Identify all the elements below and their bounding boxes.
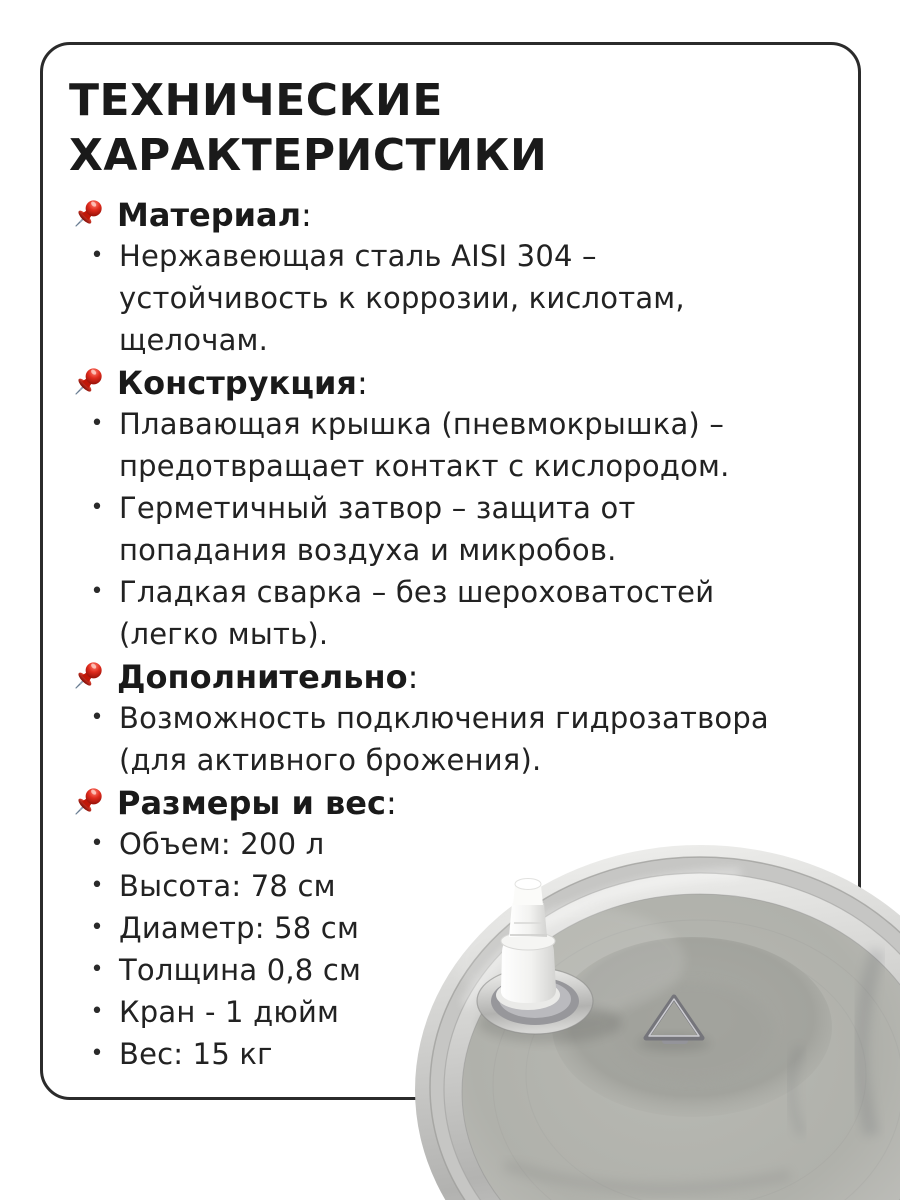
pushpin-icon: [69, 365, 105, 401]
bullet-icon: •: [90, 999, 104, 1024]
bullet-icon: •: [90, 705, 104, 730]
list-item: [69, 487, 840, 571]
section-heading: [69, 197, 840, 233]
section-heading-label: Дополнительно:: [117, 658, 419, 696]
list-item: [69, 571, 840, 655]
list-item: [69, 697, 840, 781]
pushpin-icon: [69, 785, 105, 821]
list-item-text: Диаметр: 58 см: [119, 911, 360, 945]
section-heading-label: Материал:: [117, 196, 312, 234]
bullet-icon: •: [90, 915, 104, 940]
heading-colon: :: [356, 364, 368, 402]
list-item-text: Возможность подключения гидрозатвора (для активного брожения).: [119, 701, 769, 777]
bullet-icon: •: [90, 411, 104, 436]
list-item-text: Вес: 15 кг: [119, 1037, 273, 1071]
list-item-text: Нержавеющая сталь AISI 304 – устойчивость к коррозии, кислотам, щелочам.: [119, 239, 685, 357]
bullet-icon: •: [90, 243, 104, 268]
bullet-icon: •: [90, 873, 104, 898]
list-item: [69, 235, 840, 361]
section-heading-label: Размеры и вес:: [117, 784, 397, 822]
heading-colon: :: [407, 658, 419, 696]
page-title: [69, 73, 840, 183]
section-heading: [69, 785, 840, 821]
heading-colon: :: [385, 784, 397, 822]
bullet-icon: •: [90, 1041, 104, 1066]
bullet-icon: •: [90, 831, 104, 856]
list-item-text: Высота: 78 см: [119, 869, 336, 903]
bullet-icon: •: [90, 579, 104, 604]
pushpin-icon: [69, 659, 105, 695]
page-title-line: ТЕХНИЧЕСКИЕ: [69, 75, 443, 126]
section-heading: [69, 659, 840, 695]
section-construction: [69, 365, 840, 655]
list-item-text: Объем: 200 л: [119, 827, 325, 861]
page-title-line: ХАРАКТЕРИСТИКИ: [69, 130, 548, 181]
list-item-text: Кран - 1 дюйм: [119, 995, 340, 1029]
section-material: [69, 197, 840, 361]
list-item-text: Толщина 0,8 см: [119, 953, 362, 987]
bullet-icon: •: [90, 957, 104, 982]
bullet-icon: •: [90, 495, 104, 520]
section-heading-label: Конструкция:: [117, 364, 368, 402]
list-item: [69, 403, 840, 487]
list-item-text: Герметичный затвор – защита от попадания воздуха и микробов.: [119, 491, 636, 567]
list-item-text: Плавающая крышка (пневмокрышка) – предотвращает контакт с кислородом.: [119, 407, 730, 483]
list-item-text: Гладкая сварка – без шероховатостей (легко мыть).: [119, 575, 715, 651]
pushpin-icon: [69, 197, 105, 233]
section-additional: [69, 659, 840, 781]
heading-colon: :: [301, 196, 312, 234]
section-heading: [69, 365, 840, 401]
stainless-steel-lid-photo: [410, 835, 900, 1200]
